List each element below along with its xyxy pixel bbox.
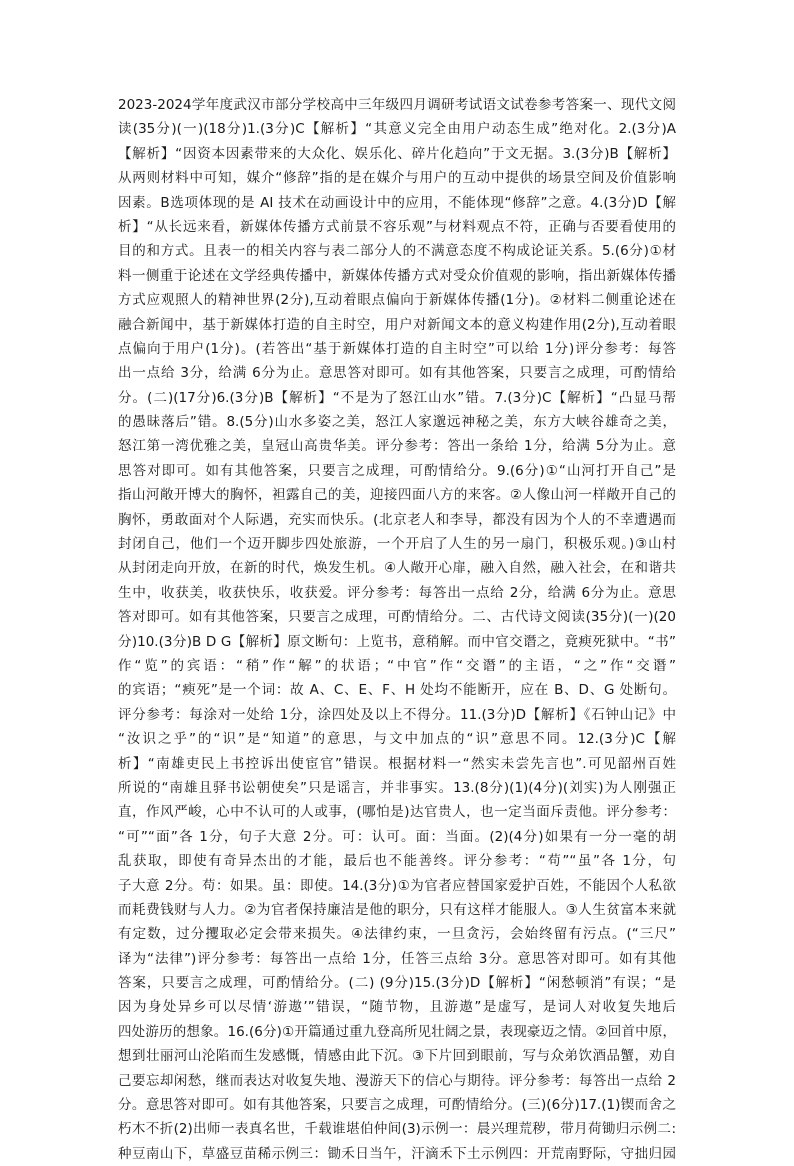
text-line: 料一侧重于论述在文学经典传播中，新媒体传播方式对受众价值观的影响，指出新媒体传播: [118, 267, 676, 284]
text-line: 思答对即可。如有其他答案，只要言之成理，可酌情给分。9.(6分)①“山河打开自己”是: [118, 462, 676, 479]
text-line: 乱获取，即使有奇异杰出的才能，最后也不能善终。评分参考：“苟”“虽”各 1分，句: [118, 853, 676, 870]
text-line: 想到壮丽河山沦陷而生发感慨，情感由此下沉。③下片回到眼前，写与众弟饮酒品蟹，劝自: [118, 1048, 676, 1065]
text-line: 目的和方式。且表一的相关内容与表二部分人的不满意态度不构成论证关系。5.(6分)①材: [118, 243, 676, 260]
text-line: 答对即可。如有其他答案，只要言之成理，可酌情给分。二、古代诗文阅读(35分)(一)(20: [118, 609, 676, 626]
text-line: 四处游历的想象。16.(6分)①开篇通过重九登高所见壮阔之景，表现豪迈之情。②回首中原，: [118, 1023, 676, 1040]
text-line: 因为身处异乡可以尽情‘游遨’”错误，“随节物，且游遨”是虚写，是词人对收复失地后: [118, 999, 676, 1016]
text-line: 从封闭走向开放，在新的时代，焕发生机。④人敞开心扉，融入自然，融入社会，在和谐共: [118, 560, 676, 577]
text-line: 有定数，过分攫取必定会带来损失。④法律约束，一旦贪污，会始终留有污点。(“三尺”: [118, 926, 676, 943]
text-line: 而耗费钱财与人力。②为官者保持廉洁是他的职分，只有这样才能服人。③人生贫富本来就: [118, 901, 676, 918]
text-line: 析】“从长远来看，新媒体传播方式前景不容乐观”与材料观点不符，正确与否要看使用的: [118, 218, 676, 235]
text-line: 朽木不折(2)出师一表真名世，千载谁堪伯仲间(3)示例一：晨兴理荒秽，带月荷锄归示例二:: [118, 1121, 676, 1138]
text-line: 的宾语；“瘐死”是一个词：故 A、C、E、F、H 处均不能断开，应在 B、D、G 处断句。: [118, 682, 676, 699]
text-line: 出一点给 3分，给满 6分为止。意思答对即可。如有其他答案，只要言之成理，可酌情给: [118, 365, 676, 382]
text-line: 译为“法律”)评分参考：每答出一点给 1分，任答三点给 3分。意思答对即可。如有其他: [118, 950, 676, 967]
text-line: 己要忘却闲愁，继而表达对收复失地、漫游天下的信心与期待。评分参考：每答出一点给 2: [118, 1072, 676, 1089]
text-line: 指山河敞开博大的胸怀，袒露自己的美，迎接四面八方的来客。②人像山河一样敞开自己的: [118, 487, 676, 504]
text-line: 融合新闻中，基于新媒体打造的自主时空，用户对新闻文本的意义构建作用(2分),互动着眼: [118, 316, 676, 333]
text-line: 直，作风严峻，心中不认可的人或事，(哪怕是)达官贵人，也一定当面斥责他。评分参考：: [118, 804, 676, 821]
text-line: 读(35分)(一)(18分)1.(3分)C【解析】“其意义完全由用户动态生成”绝对化。2.(3分)A: [118, 121, 676, 138]
text-line: “可”“面”各 1分，句子大意 2分。可：认可。面：当面。(2)(4分)如果有一分一毫的胡: [118, 828, 676, 845]
text-line: 作“览”的宾语：“稍”作“解”的状语；“中官”作“交谮”的主语，“之”作“交谮”: [118, 657, 676, 674]
text-line: 怒江第一湾优雅之美，皇冠山高贵华美。评分参考：答出一条给 1分，给满 5分为止。意: [118, 438, 676, 455]
text-line: 胸怀，勇敢面对个人际遇，充实而快乐。(北京老人和李导，都没有因为个人的不幸遭遇而: [118, 511, 676, 528]
text-line: 析】“南雄吏民上书控诉出使宦官”错误。根据材料一“然实未尝先言也”.可见韶州百姓: [118, 755, 676, 772]
text-line: 封闭自己，他们一个迈开脚步四处旅游，一个开启了人生的另一扇门，积极乐观。)③山村: [118, 536, 676, 553]
text-line: 答案，只要言之成理，可酌情给分。(二) (9分)15.(3分)D【解析】“闲愁顿消”有误；“是: [118, 975, 676, 992]
text-line: 因素。B选项体现的是 AI 技术在动画设计中的应用，不能体现“修辞”之意。4.(3分)D【解: [118, 194, 676, 211]
text-line: 2023-2024学年度武汉市部分学校高中三年级四月调研考试语文试卷参考答案一、现代文阅: [118, 97, 676, 113]
text-line: 分)10.(3分)B D G【解析】原文断句：上览书，意稍解。而中官交谮之，竟瘐死狱中。“书”: [118, 633, 676, 650]
text-line: 方式应观照人的精神世界(2分),互动着眼点偏向于新媒体传播(1分)。②材料二侧重论述在: [118, 292, 676, 309]
text-line: 点偏向于用户(1分)。(若答出“基于新媒体打造的自主时空”可以给 1分)评分参考：每答: [118, 340, 676, 357]
text-line: 【解析】“因资本因素带来的大众化、娱乐化、碎片化趋向”于文无据。3.(3分)B【解析】: [118, 145, 676, 162]
text-line: 分。意思答对即可。如有其他答案，只要言之成理，可酌情给分。(三)(6分)17.(1)锲而舍之: [118, 1097, 676, 1114]
text-line: “汝识之乎”的“识”是“知道”的意思，与文中加点的“识”意思不同。12.(3分)C【解: [118, 731, 676, 748]
text-line: 评分参考：每涂对一处给 1分，涂四处及以上不得分。11.(3分)D【解析】《石钟山记》中: [118, 706, 676, 723]
text-line: 分。(二)(17分)6.(3分)B【解析】“不是为了怒江山水”错。7.(3分)C【解析】“凸显马帮: [118, 389, 676, 406]
text-line: 生中，收获美，收获快乐，收获爱。评分参考：每答出一点给 2分，给满 6分为止。意思: [118, 584, 676, 601]
text-line: 从两则材料中可知，媒介“修辞”指的是在媒介与用户的互动中提供的场景空间及价值影响: [118, 170, 676, 187]
text-line: 所说的“南雄且驿书讼朝使矣”只是谣言，并非事实。13.(8分)(1)(4分)(刘实)为人刚强正: [118, 779, 676, 796]
answer-key-text: [118, 93, 676, 1166]
text-line: 的愚昧落后”错。8.(5分)山水多姿之美，怒江人家邈远神秘之美，东方大峡谷雄奇之美，: [118, 414, 676, 431]
text-line: 种豆南山下，草盛豆苗稀示例三：锄禾日当午，汗滴禾下土示例四：开荒南野际，守拙归园: [118, 1145, 676, 1162]
text-line: 子大意 2分。苟：如果。虽：即使。14.(3分)①为官者应替国家爱护百姓，不能因个人私欲: [118, 877, 676, 894]
